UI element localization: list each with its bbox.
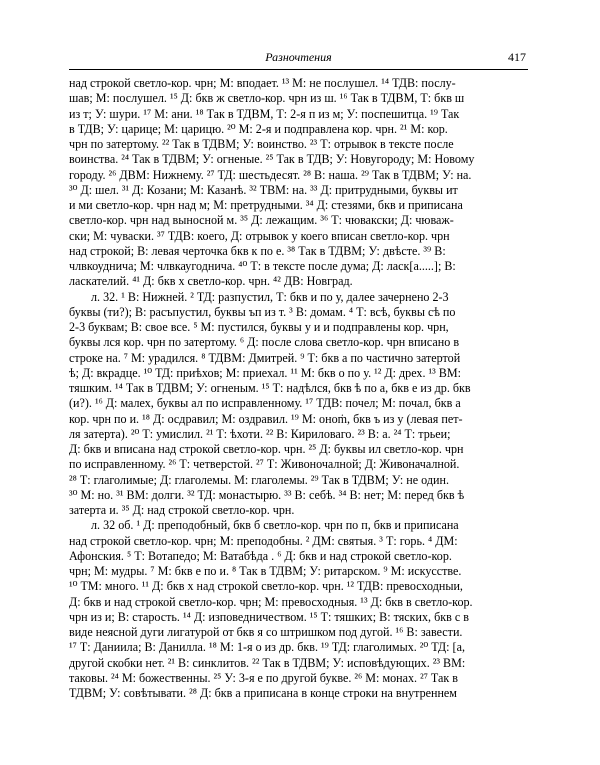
text-line: (и?). ¹⁶ Д: малех, буквы ал по исправленному. ¹⁷ ТДВ: почел; М: почал, бкв а (69, 396, 461, 411)
text-line: таковы. ²⁴ М: божественны. ²⁵ У: 3-я е по другой букве. ²⁶ М: монах. ²⁷ Так в (69, 670, 459, 685)
text-line: воинства. ²⁴ Так в ТДВМ; У: огненые. ²⁵ Так в ТДВ; У: Новугороду; М: Новому (69, 152, 475, 167)
text-line: и ми светло-кор. чрн над м; М: претрудными. ³⁴ Д: стезями, бкв и приписана (69, 198, 463, 212)
text-line: буквы лся кор. чрн по затертому. ⁶ Д: после слова светло-кор. чрн вписано в (69, 335, 460, 350)
running-head: Разночтения (265, 50, 332, 64)
text-line: ласкателий. ⁴¹ Д: бкв х светло-кор. чрн. ⁴² ДВ: Новград. (69, 274, 353, 289)
text-line: строке на. ⁷ М: урадился. ⁸ ТДВМ: Дмитрей. ⁹ Т: бкв а по частично затертой (69, 350, 461, 365)
text-line: л. 32 об. ¹ Д: преподобный, бкв б светло-кор. чрн по п, бкв и приписана (91, 518, 459, 533)
header-rule (69, 69, 528, 70)
text-line: л. 32. ¹ В: Нижней. ² ТД: разпустил, Т: бкв и по у, далее зачернено 2-3 (91, 289, 449, 304)
page-number: 417 (508, 50, 526, 64)
text-line: ѣ; Д: вкрадце. ¹⁰ ТД: приѣхов; М: приехал. ¹¹ М: бкв о по у. ¹² Д: дрех. ¹³ ВМ: (69, 365, 461, 380)
text-line: Д: бкв и над строкой светло-кор. чрн; М: превосходныя. ¹³ Д: бкв в светло-кор. (69, 594, 473, 609)
text-line: Афонския. ⁵ Т: Вотапедо; М: Ватабѣда . ⁶ Д: бкв и над строкой светло-кор. (69, 548, 452, 563)
page-header (69, 48, 528, 68)
text-line: шав; М: послушел. ¹⁵ Д: бкв ж светло-кор. чрн из ш. ¹⁶ Так в ТДВМ, Т: бкв ш (69, 91, 465, 106)
text-line: над строкой светло-кор. чрн; М: преподобны. ² ДМ: святыя. ³ Т: горь. ⁴ ДМ: (69, 533, 458, 548)
text-line: из т; У: шури. ¹⁷ М: ани. ¹⁸ Так в ТДВМ, Т: 2-я п из м; У: поспешитца. ¹⁹ Так (69, 106, 460, 121)
text-line: кор. чрн по и. ¹⁸ Д: осдравил; М: оздравил. ¹⁹ М: оноṁ, бкв ъ из у (левая пет- (69, 411, 463, 426)
text-line: ²⁸ Т: глаголимые; Д: глаголемы. М: глаголемы. ²⁹ Так в ТДВМ; У: не один. (69, 472, 449, 487)
text-line: ски; М: чуваски. ³⁷ ТДВ: коего, Д: отрывок у коего вписан светло-кор. чрн (69, 228, 450, 243)
text-line: чрн; М: мудры. ⁷ М: бкв е по и. ⁸ Так в ТДВМ; У: ритарском. ⁹ М: искусстве. (69, 564, 462, 578)
text-line: 2-3 буквам; В: свое все. ⁵ М: пустился, буквы у и и подправлены кор. чрн, (69, 320, 449, 334)
text-line: ¹⁷ Т: Даниила; В: Данилла. ¹⁸ М: 1-я о из др. бкв. ¹⁹ ТД: глаголимых. ²⁰ ТД: [а, (69, 640, 465, 655)
text-line: по исправленному. ²⁶ Т: четверстой. ²⁷ Т: Живоночалной; Д: Живоначалной. (69, 457, 460, 472)
text-line: ³⁰ М: но. ³¹ ВМ: долги. ³² ТД: монастырю. ³³ В: себѣ. ³⁴ В: нет; М: перед бкв ѣ (69, 487, 465, 502)
text-line: члвкоуднича; М: члвкаугоднича. ⁴⁰ Т: в тексте после дума; Д: ласк[а.....]; В: (69, 259, 456, 273)
text-line: светло-кор. чрн над выносной м. ³⁵ Д: лежащим. ³⁶ Т: чювакски; Д: чюваж- (69, 213, 454, 228)
text-line: буквы (ти?); В: расъпустил, буквы ъп из т. ³ В: домам. ⁴ Т: всѣ, буквы сѣ по (69, 304, 456, 319)
text-line: в ТДВ; У: царице; М: царицю. ²⁰ М: 2-я и подправлена кор. чрн. ²¹ М: кор. (69, 121, 448, 136)
text-line: ³⁰ Д: шел. ³¹ Д: Козани; М: Казанѣ. ³² ТВМ: на. ³³ Д: притрудными, буквы ит (69, 182, 458, 197)
text-line: ля затерта). ²⁰ Т: умислил. ²¹ Т: ѣхоти. ²² В: Кириловаго. ²³ В: а. ²⁴ Т: трьеи; (69, 426, 451, 441)
text-line: виде неясной дуги лигатурой от бкв я со штришком под дугой. ¹⁶ В: завести. (69, 625, 463, 639)
text-line: городу. ²⁶ ДВМ: Нижнему. ²⁷ ТД: шестьдесят. ²⁸ В: наша. ²⁹ Так в ТДВМ; У: на. (69, 167, 472, 182)
text-line: тяшким. ¹⁴ Так в ТДВМ; У: огненым. ¹⁵ Т: надѣлся, бкв ѣ по а, бкв е из др. бкв (69, 381, 471, 395)
text-line: чрн по затертому. ²² Так в ТДВМ; У: воинство. ²³ Т: отрывок в тексте после (69, 137, 454, 151)
text-line: над строкой; В: левая черточка бкв к по е. ³⁸ Так в ТДВМ; У: двѣсте. ³⁹ В: (69, 243, 446, 258)
text-line: над строкой светло-кор. чрн; М: вподает. ¹³ М: не послушел. ¹⁴ ТДВ: послу- (69, 76, 456, 90)
text-line: Д: бкв и вписана над строкой светло-кор. чрн. ²⁵ Д: буквы ил светло-кор. чрн (69, 442, 464, 456)
text-line: затерта и. ³⁵ Д: над строкой светло-кор. чрн. (69, 503, 295, 517)
text-line: другой скобки нет. ²¹ В: синклитов. ²² Так в ТДВМ; У: исповѣдующих. ²³ ВМ: (69, 655, 466, 670)
text-line: ¹⁰ ТМ: много. ¹¹ Д: бкв х над строкой светло-кор. чрн. ¹² ТДВ: превосходныи, (69, 579, 463, 594)
text-line: ТДВМ; У: совѣтывати. ²⁸ Д: бкв а приписана в конце строки на внутреннем (69, 686, 457, 700)
text-line: чрн из и; В: старость. ¹⁴ Д: изповедничеством. ¹⁵ Т: тяшких; В: тяских, бкв с в (69, 609, 469, 624)
variant-readings-text (69, 76, 528, 701)
